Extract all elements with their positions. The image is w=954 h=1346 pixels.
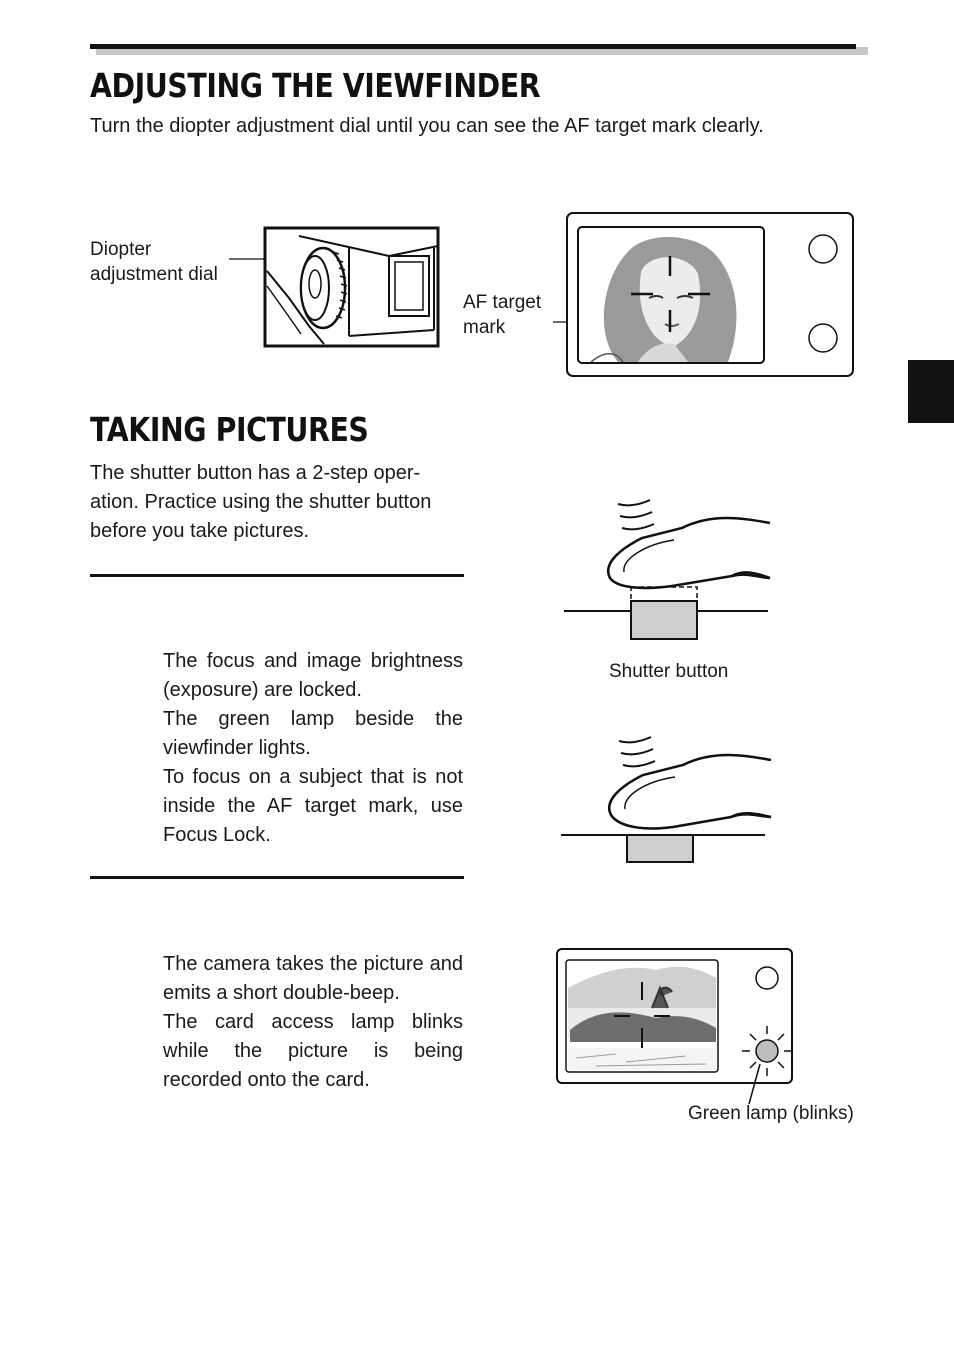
step1-para3: To focus on a subject that is not inside the AF target mark, use Focus Lock.	[163, 766, 463, 846]
step1-para2: The green lamp beside the viewfinder lights.	[163, 708, 463, 759]
section-title-viewfinder: ADJUSTING THE VIEWFINDER	[90, 66, 541, 105]
viewfinder-portrait-illustration	[553, 212, 855, 378]
viewfinder-intro: Turn the diopter adjustment dial until you can see the AF target mark clearly.	[90, 115, 764, 137]
af-target-label-line2: mark	[463, 317, 506, 338]
step1-para1: The focus and image brightness (exposure) are locked.	[163, 650, 463, 701]
green-lamp-label: Green lamp (blinks)	[688, 1103, 854, 1124]
taking-intro-line3: before you take pictures.	[90, 520, 310, 542]
step2-rule	[90, 876, 464, 879]
section-title-taking-pictures: TAKING PICTURES	[90, 410, 369, 449]
top-rule	[90, 44, 856, 49]
af-target-label	[463, 290, 541, 340]
diopter-dial-label	[90, 237, 218, 287]
camera-dial-illustration	[229, 226, 441, 348]
taking-intro-line1: The shutter button has a 2-step oper-	[90, 462, 421, 484]
step2-para1: The camera takes the picture and emits a short double-beep.	[163, 953, 463, 1004]
af-target-label-line1: AF target	[463, 292, 542, 313]
section-tab	[908, 360, 954, 423]
taking-intro	[90, 459, 470, 546]
half-press-illustration	[562, 498, 772, 640]
green-lamp-icon	[756, 1040, 778, 1062]
step2-para2: The card access lamp blinks while the picture is being recorded onto the card.	[163, 1011, 463, 1091]
full-press-illustration	[559, 735, 773, 863]
step1-text	[163, 647, 463, 850]
step2-text	[163, 950, 463, 1095]
diopter-dial-label-line1: Diopter	[90, 239, 152, 260]
step1-rule	[90, 574, 464, 577]
shutter-button-label: Shutter button	[609, 661, 729, 682]
viewfinder-landscape-illustration	[556, 948, 796, 1108]
taking-intro-line2: ation. Practice using the shutter button	[90, 491, 432, 513]
diopter-dial-label-line2: adjustment dial	[90, 264, 218, 285]
